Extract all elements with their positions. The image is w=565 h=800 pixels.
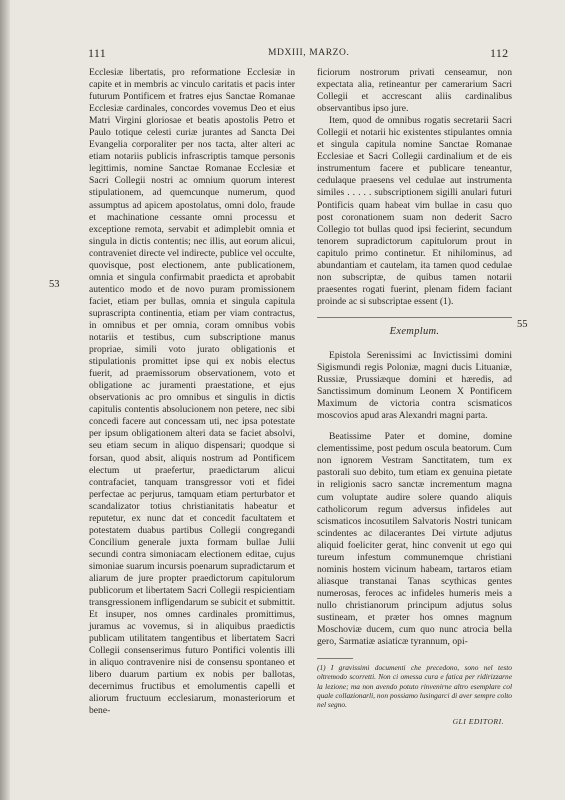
paragraph-continuation: ficiorum nostrorum privati censeamur, non expectata alia, retineantur per camerarium Sacri Collegii et accrescant aliis cardinalibus observantibus ipso jure. <box>317 67 512 115</box>
right-column <box>317 67 512 728</box>
page-binding-edge <box>0 0 10 800</box>
footnote-divider <box>317 658 353 659</box>
running-header: MDXIII, MARZO. <box>268 48 350 58</box>
left-column <box>89 67 295 718</box>
footnote: (1) I gravissimi documenti che precedono, sono nel testo oltremodo scorretti. Non ci omessa cura e fatica per ridirizzarne la lezione; ma non avendo potuto rinvenirne altro esemplare col quale collazionarli, non possiamo lusingarci di aver sempre colto nel segno. <box>317 663 512 709</box>
page-number-left: 111 <box>88 46 107 60</box>
page-number-right: 112 <box>490 46 509 60</box>
section-title: Exemplum. <box>389 325 440 337</box>
left-column-text: Ecclesiæ libertatis, pro reformatione Ecclesiæ in capite et in membris ac vinculo caritatis et pacis inter futurum Pontificem et fratres ejus Sanctae Romanae Ecclesiæ cardinales, concordes vovemus Deo et eius Matri Virgini gloriosae et beatis apostolis Petro et Paulo totique celesti curiæ jurantes ad Sancta Dei Evangelia corporaliter per nos tacta, alter alteri ac etiam notariis publicis infrascriptis tamque personis legittimis, nomine Sanctae Romanae Ecclesiæ et Sacri Collegii nostri ac omnium quorum interest stipulationem, ad quemcunque numerum, quod assumptus ad apicem apostolatus, omni dolo, fraude et machinatione cessante omni processu et exceptione remota, servabit et adimplebit omnia et singula in dictis contentis; nec illis, aut eorum alicui, contraveniet directe vel indirecte, publice vel occulte, quovisque, post electionem, ante publicationem, omnia et singula confirmabit praedicta et aprobabit autentico modo et de novo puram promissionem faciet, etiam per bullas, omnia et singula capitula suprascripta continentia, etiam per viam contractus, in omnibus et per omnia, coram omnibus vobis notariis et testibus, cum subscriptione manus propriae, simili voto jurato obligationis et stipulationis promittet ipse qui ex nobis electus fuerit, ad praemissorum observationem, voto et obligatione ac juramenti praestatione, et ejus observationis ac pro omnibus et singulis in dictis capitulis contentis absolucionem non petere, nec sibi concedi facere aut concessam uti, nec ipsa potestate per ipsum obligationem alteri data se faciet absolvi, seu etiam secum in aliquo dispensari; quodque si forsan, quod absit, aliquis nostrum ad Pontificem electum ut praefertur, praedictarum alicui contrafaciet, tanquam transgressor voti et fidei perfectae ac perjurus, tamquam etiam perturbator et scandalizator totius christianitatis habeatur et reputetur, ex nunc dat et concedit facultatem et potestatem duabus partibus Collegii congregandi Concilium generale juxta formam bullae Julii secundi contra simoniacam electionem editae, cujus simoniae suarum incursis poenarum supradictarum et aliarum de jure propter praedictorum capitulorum publicorum et libertatem Sacri Collegii respicientiam transgressionem infligendarum se subicit et submittit. Et insuper, nos omnes cardinales promittimus, juramus ac vovemus, si in aliquibus praedictis publicam utilitatem tangentibus et libertatem Sacri Collegii consenserimus futuro Pontifici volentis illi in aliquo contravenire nisi de consensu spontaneo et libero duarum partium ex nobis per ballotas, decernimus fructibus et emolumentis capelli et aliorum fructuum ecclesiarum, monasteriorum et bene- <box>89 67 295 717</box>
paragraph-epistola-intro: Epistola Serenissimi ac Invictissimi domini Sigismundi regis Poloniæ, magni ducis Lituaniæ, Russiæ, Prussiæque domini et hæredis, ad Sanctissimum dominum Leonem X Pontificem Maximum de victoria contra scismaticos moscovios apud aras Alexandri magni parta. <box>317 349 512 422</box>
section-divider <box>317 317 512 318</box>
margin-number-right: 55 <box>517 319 528 330</box>
paragraph-epistola-body: Beatissime Pater et domine, domine clementissime, post pedum oscula beatorum. Cum non ignorem Vestram Sanctitatem, tum ex pastorali suo debito, tum etiam ex genuina pietate in religionis sacro sanctæ incrementum magna cum voluptate audire solere quando aliquis catholicorum regum adversus infideles aut scismaticos incosutilem Salvatoris Nostri tunicam scindentes ac dilacerantes Dei virtute adjutus aliquid foeliciter gerat, hinc convenit ut ego qui tureum infestum communemque christiani nominis hostem vicinum habeam, tartaros etiam aliasque transtanai Tanas scythicas gentes numerosas, feroces ac infideles humeris meis a nullo christianorum principum adjutus solus sustineam, et præter hos omnes magnum Moschoviæ ducem, cum quo nunc atrocia bella gero, Sarmatiæ asiaticæ tyrannum, opi- <box>317 431 512 648</box>
editors-signature: GLI EDITORI. <box>452 717 504 727</box>
margin-number-left: 53 <box>49 279 60 290</box>
paragraph-item: Item, quod de omnibus rogatis secretarii Sacri Collegii et notarii hic existentes stipulantes omnia et singula capitula nomine Sanctae Romanae Ecclesiae et Sacri Collegii cardinalium et de eis instrumentum facere et publicare teneantur, cedulaque praesens vel cedulae aut instrumenta similes . . . . . subscriptionem sigilli anulari futuri Pontificis quam habeat vim bullae in casu quo post coronationem suam non dederit Sacro Collegio tot bullas quod ipsi fecierint, secundum tenorem supradictorum capitulorum prout in capitulo primo continetur. Et nihilominus, ad abundantiam et cautelam, ita tamen quod cedulae non subscriptæ, de quibus tamen notarii praesentes rogati fuerint, plenam fidem faciant proinde ac si subscriptae essent (1). <box>317 115 512 307</box>
